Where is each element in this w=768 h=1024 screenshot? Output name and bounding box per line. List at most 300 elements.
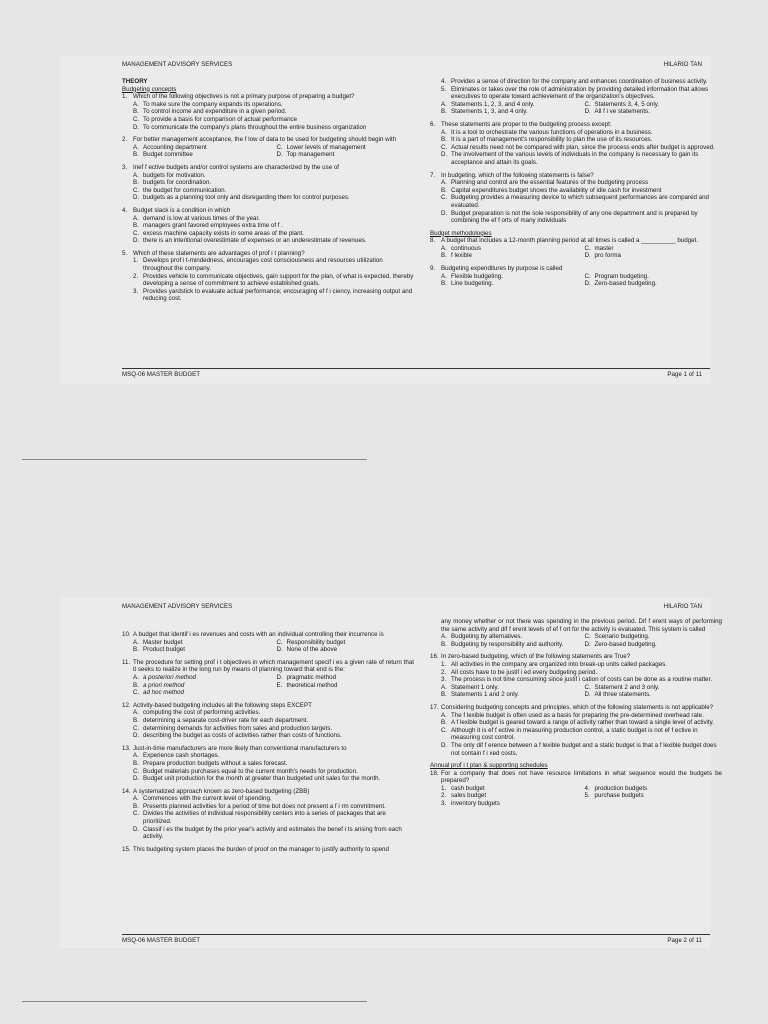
option-letter: B. xyxy=(441,719,447,727)
option-item xyxy=(122,717,414,725)
option-item xyxy=(133,151,271,159)
header-author: HILARIO TAN xyxy=(663,61,702,68)
option-item xyxy=(441,785,579,793)
question-15 xyxy=(122,846,414,854)
document-page-2 xyxy=(60,598,722,948)
question-16 xyxy=(430,653,722,699)
option-text: Divides the activities of individual responsibility centers into a series of packages that are prioritized. xyxy=(143,810,386,826)
option-text: excess machine capacity exists in some areas of the plant. xyxy=(143,229,304,237)
header-author: HILARIO TAN xyxy=(663,603,702,610)
option-item xyxy=(122,179,414,187)
option-text: The process is not time consuming since justif i cation of costs can be done as a routine matter. xyxy=(451,676,713,684)
option-letter: C. xyxy=(133,186,140,194)
option-text: demand is low at various times of the year. xyxy=(143,214,260,222)
option-letter: E. xyxy=(276,681,283,689)
question-stem xyxy=(122,207,414,215)
question-number: 5. xyxy=(122,249,128,257)
option-letter: D. xyxy=(441,209,448,217)
option-item xyxy=(441,252,579,260)
option-text: The f lexible budget is often used as a basis for preparing the pre-determined overhead rate. xyxy=(451,711,704,719)
option-text: Statements 1, 3, and 4 only. xyxy=(451,108,528,116)
option-item xyxy=(122,237,414,245)
option-text: Budget unit production for the month at greater than budgeted unit sales for the month. xyxy=(143,775,381,783)
option-text: Develops prof i t-mindedness, encourages cost consciousness and resources utilization throughout the company. xyxy=(143,257,383,273)
option-letter: 1. xyxy=(441,784,447,792)
option-letter: C. xyxy=(584,244,591,252)
option-item xyxy=(277,144,415,152)
option-text: The only dif f erence between a f lexible budget and a static budget is that a f lexible budget does not contain f i xed costs. xyxy=(451,741,717,757)
option-item xyxy=(430,144,722,152)
option-text: Although it is ef f ective in measuring production control, a static budget is not ef f ective in measuring cost control. xyxy=(451,726,698,742)
option-text: To communicate the company's plans throughout the entire business organization xyxy=(143,123,367,131)
option-text: Zero-based budgeting. xyxy=(594,640,657,648)
option-letter: B. xyxy=(441,136,447,144)
option-text: budgets for coordination. xyxy=(143,179,212,187)
options-list xyxy=(430,712,722,758)
option-item xyxy=(430,86,722,101)
question-18 xyxy=(430,770,722,808)
option-text: It is a tool to orchestrate the various functions of operations in a business. xyxy=(451,128,653,136)
option-text: continuous xyxy=(451,244,481,252)
option-letter: B. xyxy=(133,108,139,116)
option-text: a priori method xyxy=(143,681,185,689)
question-1 xyxy=(122,93,414,131)
options-list xyxy=(122,709,414,739)
header-course: MANAGEMENT ADVISORY SERVICES xyxy=(122,603,233,610)
option-text: pro forma xyxy=(594,252,621,260)
option-text: Statements 3, 4, 5 only. xyxy=(594,100,660,108)
option-letter: B. xyxy=(133,716,139,724)
option-item xyxy=(430,727,722,742)
option-letter: 3. xyxy=(441,800,447,808)
section-heading: Budgeting concepts xyxy=(122,85,177,93)
option-letter: A. xyxy=(441,128,447,136)
option-item xyxy=(441,108,579,116)
option-letter: B. xyxy=(441,691,447,699)
option-text: Budget preparation is not the sole responsibility of any one department and is prepared by combining the ef f orts of many individuals xyxy=(451,209,698,225)
option-text: Eliminates or takes over the role of administration by providing detailed information that allows executives to operate toward achievement of the organization's objectives. xyxy=(451,85,709,101)
option-letter: B. xyxy=(133,222,139,230)
options-grid xyxy=(430,273,722,288)
option-letter: A. xyxy=(133,638,139,646)
option-item xyxy=(585,252,723,260)
question-15-continued xyxy=(430,618,722,648)
question-number: 9. xyxy=(430,265,436,273)
option-item xyxy=(122,273,414,288)
question-text: These statements are proper to the budgeting process except: xyxy=(441,120,612,128)
option-letter: A. xyxy=(133,143,139,151)
option-text: managers grant favored employees extra time of f . xyxy=(143,222,283,230)
options-grid xyxy=(122,639,414,654)
option-text: Flexible budgeting. xyxy=(451,272,503,280)
question-number: 13. xyxy=(122,744,131,752)
option-letter: 2. xyxy=(441,792,447,800)
option-item xyxy=(585,792,723,800)
question-text: A budget that includes a 12-month planning period at all times is called a __________ budget. xyxy=(441,237,698,245)
option-text: Zero-based budgeting. xyxy=(594,280,657,288)
question-stem xyxy=(122,164,414,172)
option-text: determining a separate cost-driver rate for each department. xyxy=(143,716,309,724)
question-number: 4. xyxy=(122,206,128,214)
option-item xyxy=(122,215,414,223)
option-letter: D. xyxy=(276,673,283,681)
option-letter: D. xyxy=(441,151,448,159)
option-text: determining demands for activities from sales and production targets. xyxy=(143,724,333,732)
option-item xyxy=(441,792,579,800)
options-grid xyxy=(430,101,722,116)
option-item xyxy=(133,144,271,152)
question-text: The procedure for setting prof i t objectives in which management specif i es a given rate of return that it seeks to realize in the long run by means of planning toward that end is the: xyxy=(133,658,414,674)
options-list xyxy=(122,101,414,131)
question-stem xyxy=(122,788,414,796)
question-number: 8. xyxy=(430,237,436,245)
options-list xyxy=(122,215,414,245)
option-text: master xyxy=(594,244,614,252)
option-text: Presents planned activities for a period of time but does not present a f i rm commitment. xyxy=(143,802,386,810)
option-letter: D. xyxy=(133,237,140,245)
option-text: Program budgeting. xyxy=(594,272,649,280)
option-letter: C. xyxy=(133,689,140,697)
option-text: Planning and control are the essential features of the budgeting process xyxy=(451,179,649,187)
question-2 xyxy=(122,136,414,159)
question-number: 2. xyxy=(122,136,128,144)
option-item xyxy=(430,210,722,225)
option-item xyxy=(430,661,722,669)
right-column xyxy=(430,618,722,813)
question-text: Budgeting expenditures by purpose is called xyxy=(441,265,563,273)
option-text: Provides vehicle to communicate objectives, gain support for the plan, of what is expected, thereby developing a sense of commitment to achieve established goals. xyxy=(143,272,414,288)
option-text: Scenario budgeting. xyxy=(594,633,650,641)
header-course: MANAGEMENT ADVISORY SERVICES xyxy=(122,61,233,68)
option-text: budgets for motivation. xyxy=(143,171,206,179)
option-letter: B. xyxy=(133,802,139,810)
question-stem xyxy=(122,631,414,639)
question-number: 12. xyxy=(122,701,131,709)
option-item xyxy=(441,800,579,808)
option-text: Commences with the current level of spending. xyxy=(143,795,272,803)
option-text: Lower levels of management xyxy=(286,143,366,151)
option-item xyxy=(585,101,723,109)
option-item xyxy=(441,245,579,253)
question-number: 15. xyxy=(122,845,131,853)
question-text: For a company that does not have resource limitations in what sequence would the budgets be prepared? xyxy=(441,769,722,785)
option-text: Statements 1 and 2 only. xyxy=(451,691,519,699)
option-text: Experience cash shortages. xyxy=(143,752,220,760)
option-text: purchase budgets xyxy=(594,792,644,800)
option-letter: D. xyxy=(133,123,140,131)
option-text: Line budgeting. xyxy=(451,280,494,288)
question-number: 6. xyxy=(430,120,436,128)
question-text: Activity-based budgeting includes all the following steps EXCEPT xyxy=(133,701,312,709)
page-header xyxy=(122,603,710,612)
question-stem xyxy=(122,702,414,710)
page-header xyxy=(122,61,710,70)
option-letter: C. xyxy=(276,638,283,646)
option-item xyxy=(133,646,271,654)
option-item xyxy=(122,725,414,733)
option-letter: D. xyxy=(133,732,140,740)
option-text: Actual results need not be compared with plan, since the process ends after budget is approved. xyxy=(451,143,715,151)
option-letter: B. xyxy=(133,179,139,187)
option-item xyxy=(585,245,723,253)
option-item xyxy=(122,230,414,238)
option-letter: A. xyxy=(441,179,447,187)
option-letter: D. xyxy=(584,280,591,288)
option-letter: B. xyxy=(441,280,447,288)
option-item xyxy=(277,674,415,682)
option-item xyxy=(430,179,722,187)
page-number: Page 2 of 11 xyxy=(667,937,702,944)
section-heading: Annual prof i t plan & supporting schedules xyxy=(430,762,548,770)
option-text: Product budget xyxy=(143,646,185,654)
question-stem xyxy=(430,265,722,273)
option-item xyxy=(430,719,722,727)
question-number: 7. xyxy=(430,171,436,179)
option-letter: C. xyxy=(133,724,140,732)
question-8 xyxy=(430,237,722,260)
question-number: 11. xyxy=(122,658,131,666)
question-text: In zero-based budgeting, which of the following statements are True? xyxy=(441,653,631,661)
option-letter: 2. xyxy=(441,668,447,676)
question-14 xyxy=(122,788,414,841)
question-17 xyxy=(430,704,722,757)
option-item xyxy=(585,691,723,699)
option-item xyxy=(585,800,723,808)
right-column xyxy=(430,78,722,293)
footer-title: MSQ-06 MASTER BUDGET xyxy=(122,937,201,944)
question-number: 18. xyxy=(430,769,439,777)
option-item xyxy=(133,682,271,690)
option-letter: 4. xyxy=(584,784,590,792)
option-text: Responsibility budget xyxy=(286,638,346,646)
options-grid xyxy=(430,633,722,648)
question-3 xyxy=(122,164,414,202)
option-item xyxy=(430,669,722,677)
question-13 xyxy=(122,745,414,783)
question-text: Which of these statements are advantages of prof i t planning? xyxy=(133,249,305,257)
option-text: sales budget xyxy=(451,792,487,800)
option-text: A f lexible budget is geared toward a range of activity rather than toward a single level of activity. xyxy=(451,719,714,727)
option-text: All costs have to be justif i ed every budgeting period. xyxy=(451,668,598,676)
option-letter: A. xyxy=(441,633,447,641)
option-text: Budgeting by alternatives. xyxy=(451,633,523,641)
option-letter: C. xyxy=(584,272,591,280)
question-text: Considering budgeting concepts and principles, which of the following statements is not applicable? xyxy=(441,703,714,711)
option-item xyxy=(122,810,414,825)
option-text: theoretical method xyxy=(286,681,338,689)
option-text: a posteriori method xyxy=(143,673,196,681)
option-item xyxy=(441,684,579,692)
page-footer xyxy=(122,368,710,380)
option-text: Top management xyxy=(286,151,335,159)
option-item xyxy=(441,280,579,288)
option-letter: 1. xyxy=(441,660,447,668)
option-item xyxy=(585,273,723,281)
footer-title: MSQ-06 MASTER BUDGET xyxy=(122,371,201,378)
question-stem xyxy=(122,250,414,258)
question-stem xyxy=(122,745,414,753)
option-item xyxy=(585,108,723,116)
option-letter: D. xyxy=(133,775,140,783)
page-divider xyxy=(22,459,367,460)
options-list xyxy=(430,179,722,225)
option-item xyxy=(441,691,579,699)
option-text: Accounting department xyxy=(143,143,207,151)
option-letter: B. xyxy=(441,108,447,116)
option-letter: 3. xyxy=(441,676,447,684)
option-text: f lexible xyxy=(451,252,472,260)
option-letter: C. xyxy=(584,683,591,691)
left-column xyxy=(122,631,414,858)
option-item xyxy=(122,732,414,740)
option-letter xyxy=(585,800,595,808)
option-text: To make sure the company expands its operations. xyxy=(143,100,283,108)
option-text: Provides a sense of direction for the company and enhances coordination of business activity. xyxy=(451,78,708,85)
question-stem xyxy=(430,172,722,180)
question-7 xyxy=(430,172,722,225)
options-grid xyxy=(430,684,722,699)
option-text: the budget for communication. xyxy=(143,186,227,194)
option-letter: D. xyxy=(133,194,140,202)
option-letter: A. xyxy=(133,795,139,803)
options-grid xyxy=(122,674,414,697)
option-text: there is an intentional overestimate of expenses or an underestimate of revenues. xyxy=(143,237,367,245)
option-letter: A. xyxy=(441,711,447,719)
option-text: All three statements. xyxy=(594,691,651,699)
options-list xyxy=(122,752,414,782)
option-item xyxy=(122,116,414,124)
option-letter: 5. xyxy=(584,792,590,800)
option-letter: D. xyxy=(441,741,448,749)
question-11 xyxy=(122,659,414,697)
option-text: cash budget xyxy=(451,784,485,792)
option-letter: C. xyxy=(276,143,283,151)
option-text: computing the cost of performing activities. xyxy=(143,709,261,717)
option-letter: C. xyxy=(133,767,140,775)
option-letter: D. xyxy=(584,252,591,260)
option-text: Statement 1 only. xyxy=(451,683,499,691)
option-text: Budgeting by responsibility and authority. xyxy=(451,640,564,648)
option-text: It is a part of management's responsibility to plan the use of its resources. xyxy=(451,136,653,144)
option-item xyxy=(430,151,722,166)
option-letter: D. xyxy=(276,646,283,654)
option-item xyxy=(277,689,415,697)
option-item xyxy=(430,742,722,757)
option-letter: 5. xyxy=(441,85,447,93)
option-letter: B. xyxy=(441,186,447,194)
question-text: This budgeting system places the burden of proof on the manager to justify authority to spend xyxy=(133,845,389,853)
option-item xyxy=(441,633,579,641)
option-item xyxy=(441,273,579,281)
option-letter: 3. xyxy=(133,287,139,295)
question-text: Budget slack is a condition in which xyxy=(133,206,231,214)
option-letter: A. xyxy=(441,100,447,108)
page-footer xyxy=(122,934,710,946)
option-letter: D. xyxy=(584,108,591,116)
option-text: Provides yardstick to evaluate actual performance; encouraging ef f i ciency, increasing output and reducing cost. xyxy=(143,287,413,303)
option-text: All activities in the company are organized into break-up units called packages. xyxy=(451,660,667,668)
question-stem xyxy=(430,121,722,129)
theory-heading: THEORY xyxy=(122,78,148,85)
options-list xyxy=(122,795,414,841)
question-stem xyxy=(430,237,722,245)
option-letter: 2. xyxy=(133,272,139,280)
question-stem xyxy=(122,659,414,674)
option-item xyxy=(430,78,722,86)
option-letter: A. xyxy=(441,683,447,691)
option-item xyxy=(133,674,271,682)
option-item xyxy=(277,682,415,690)
option-letter: A. xyxy=(133,171,139,179)
option-letter: 1. xyxy=(133,257,139,265)
option-text: inventory budgets xyxy=(451,800,500,808)
question-number: 3. xyxy=(122,163,128,171)
question-text: A budget that identif i es revenues and costs with an individual controlling their incurrence is xyxy=(133,631,384,638)
option-text: To control income and expenditure in a given period. xyxy=(143,108,287,116)
option-item xyxy=(430,187,722,195)
option-text: production budgets xyxy=(594,784,648,792)
section-heading: Budget methodologies xyxy=(430,229,492,237)
option-text: None of the above xyxy=(286,646,338,654)
question-number: 14. xyxy=(122,787,131,795)
question-text: any money whether or not there was spending in the previous period. Dif f erent ways of performing the same activity and dif f erent levels of ef f ort for the activity is evaluated. This system is called xyxy=(441,618,722,633)
option-letter: C. xyxy=(441,194,448,202)
option-letter: B. xyxy=(441,640,447,648)
option-item xyxy=(122,775,414,783)
option-text: Master budget xyxy=(143,638,183,646)
option-letter: D. xyxy=(584,691,591,699)
question-text: Which of the following objectives is not a primary purpose of preparing a budget? xyxy=(133,93,355,101)
option-letter xyxy=(277,689,287,697)
option-item xyxy=(277,646,415,654)
question-text: Just-in-time manufacturers are more likely than conventional manufacturers to xyxy=(133,744,347,752)
question-number: 1. xyxy=(122,93,128,101)
option-text: ad hoc method xyxy=(143,689,184,697)
option-letter: C. xyxy=(584,100,591,108)
option-letter: C. xyxy=(441,143,448,151)
option-item xyxy=(133,639,271,647)
option-letter: C. xyxy=(584,633,591,641)
question-9 xyxy=(430,265,722,288)
question-text: A systematized approach known as zero-based budgeting (ZBB) xyxy=(133,787,310,795)
question-text: In budgeting, which of the following statements is false? xyxy=(441,171,594,179)
question-number: 17. xyxy=(430,703,439,711)
option-text: Capital expenditures budget shows the availability of idle cash for investment xyxy=(451,186,662,194)
option-text: Statement 2 and 3 only. xyxy=(594,683,660,691)
option-item xyxy=(122,760,414,768)
question-4 xyxy=(122,207,414,245)
option-letter: D. xyxy=(133,825,140,833)
option-item xyxy=(122,752,414,760)
option-letter: D. xyxy=(584,640,591,648)
question-text: Inef f ective budgets and/or control systems are characterized by the use of xyxy=(133,163,340,171)
option-item xyxy=(441,101,579,109)
option-text: Statements 1, 2, 3, and 4 only. xyxy=(451,100,535,108)
option-item xyxy=(122,108,414,116)
option-item xyxy=(122,172,414,180)
option-text: The involvement of the various levels of individuals in the company is necessary to gain its acceptance and attain its goals. xyxy=(451,151,699,166)
option-letter: C. xyxy=(133,115,140,123)
left-column xyxy=(122,78,414,308)
option-letter: B. xyxy=(133,151,139,159)
option-item xyxy=(430,136,722,144)
option-item xyxy=(122,803,414,811)
question-6 xyxy=(430,121,722,167)
option-text: Classif i es the budget by the prior year's activity and estimates the benef i ts arising from each activity. xyxy=(143,825,402,841)
page-divider xyxy=(22,1001,367,1002)
option-item xyxy=(122,709,414,717)
question-stem xyxy=(430,704,722,712)
